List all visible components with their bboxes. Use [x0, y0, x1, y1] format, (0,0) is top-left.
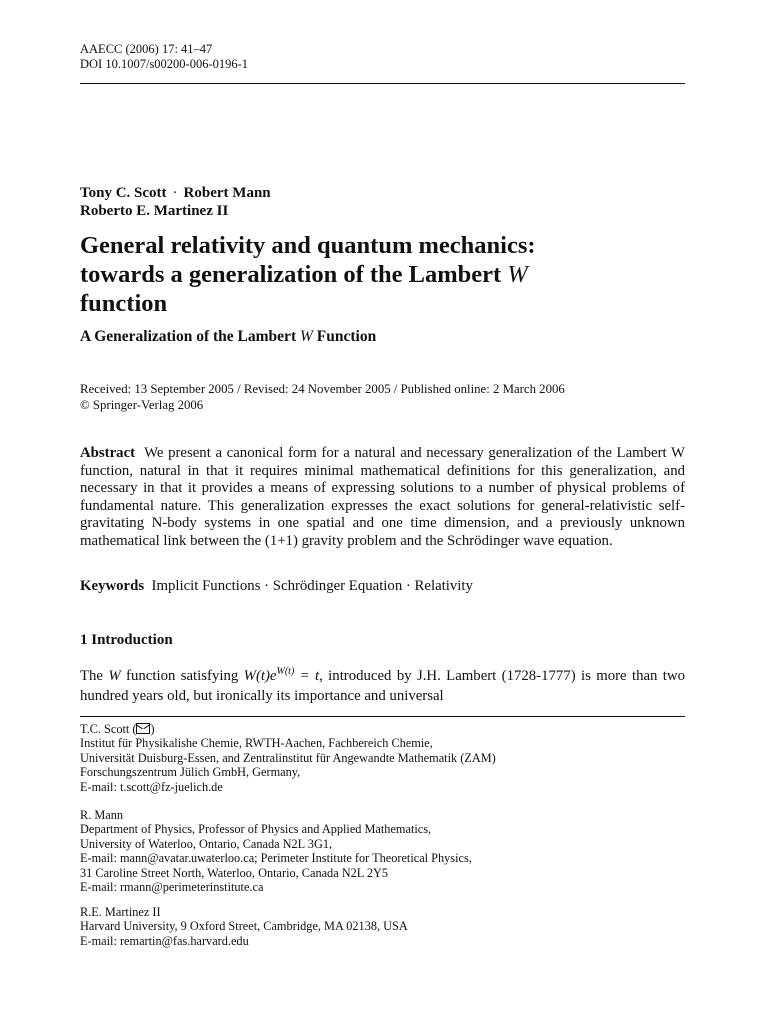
- abstract-label: Abstract: [80, 445, 136, 461]
- section-heading: 1 Introduction: [80, 632, 173, 648]
- journal-doi: DOI 10.1007/s00200-006-0196-1: [80, 57, 249, 71]
- affiliation-line: Harvard University, 9 Oxford Street, Cambridge, MA 02138, USA: [80, 919, 408, 934]
- keywords-label: Keywords: [80, 578, 145, 594]
- publication-dates: [80, 381, 565, 413]
- paper-subtitle: A Generalization of the Lambert W Function: [80, 328, 377, 345]
- affiliation-line: University of Waterloo, Ontario, Canada N2L 3G1,: [80, 836, 333, 851]
- copyright-notice: © Springer-Verlag 2006: [80, 398, 204, 412]
- affiliation-line: Department of Physics, Professor of Physics and Applied Mathematics,: [80, 822, 432, 837]
- abstract: [80, 445, 685, 551]
- author-name: Tony C. Scott: [80, 185, 167, 201]
- affiliation-line: Universität Duisburg-Essen, and Zentralinstitut für Angewandte Mathematik (ZAM): [80, 750, 496, 765]
- affiliation-author: T.C. Scott ( ): [80, 722, 155, 736]
- author-name: Robert Mann: [183, 185, 271, 201]
- subtitle-math-var: W: [299, 328, 313, 345]
- affiliation-email: E-mail: t.scott@fz-juelich.de: [80, 779, 223, 794]
- keywords-text: Implicit Functions · Schrödinger Equation · Relativity: [151, 578, 473, 594]
- footnote-rule: [80, 716, 685, 717]
- author-list: [80, 184, 271, 220]
- affiliation-block: [80, 905, 408, 948]
- publication-history: Received: 13 September 2005 / Revised: 24 November 2005 / Published online: 2 March 2006: [80, 382, 565, 396]
- envelope-icon: [136, 723, 150, 734]
- inline-equation: $W(t)e^{W(t)} = t$: [243, 666, 320, 684]
- abstract-text: We present a canonical form for a natural and necessary generalization of the Lambert W function, natural in that it requires minimal mathematical definitions for this generalization, and necessary in that it provides a means of expressing solutions to a number of physical problems of fundamental nature. This generalization expresses the exact solutions for general-relativistic self-gravitating N-body systems in one spatial and one time dimension, and a previously unknown mathematical link between the (1+1) gravity problem and the Schrödinger wave equation.: [80, 445, 685, 549]
- title-line: towards a generalization of the Lambert: [80, 261, 508, 288]
- affiliation-line: Forschungszentrum Jülich GmbH, Germany,: [80, 765, 301, 780]
- title-math-var: W: [507, 261, 528, 288]
- affiliation-author: R. Mann: [80, 808, 124, 822]
- affiliation-line: 31 Caroline Street North, Waterloo, Ontario, Canada N2L 2Y5: [80, 865, 389, 880]
- math-var: W: [108, 667, 121, 684]
- affiliation-email: E-mail: mann@avatar.uwaterloo.ca; Perimeter Institute for Theoretical Physics,: [80, 851, 472, 866]
- paper-title: [80, 231, 685, 318]
- affiliation-email: E-mail: remartin@fas.harvard.edu: [80, 933, 249, 948]
- header-rule: [80, 83, 685, 84]
- affiliation-email: E-mail: rmann@perimeterinstitute.ca: [80, 880, 264, 895]
- intro-paragraph: The W function satisfying $W(t)e^{W(t)} = t$, introduced by J.H. Lambert (1728-1777) is more than two hundred years old, but ironically its importance and universal: [80, 666, 686, 704]
- journal-header: [80, 42, 248, 72]
- title-line: General relativity and quantum mechanics:: [80, 232, 536, 259]
- keywords: [80, 577, 473, 595]
- affiliation-line: Institut für Physikalishe Chemie, RWTH-Aachen, Fachbereich Chemie,: [80, 736, 433, 751]
- title-line: function: [80, 290, 168, 317]
- affiliation-block: [80, 722, 496, 794]
- affiliation-block: [80, 808, 472, 894]
- author-separator: ·: [172, 185, 178, 201]
- journal-citation: AAECC (2006) 17: 41–47: [80, 42, 213, 56]
- author-name: Roberto E. Martinez II: [80, 203, 229, 219]
- affiliation-author: R.E. Martinez II: [80, 905, 161, 919]
